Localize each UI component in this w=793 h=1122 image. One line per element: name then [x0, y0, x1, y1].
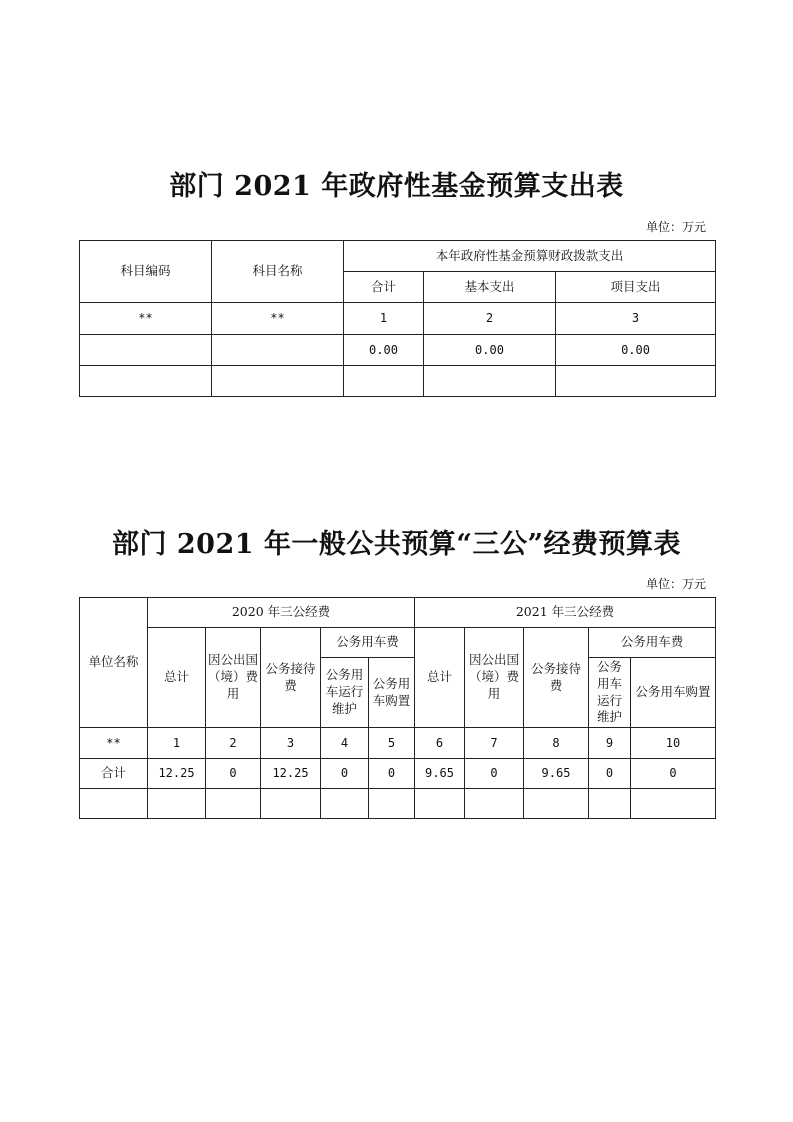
table-cell: 2: [206, 728, 261, 759]
table-cell: [465, 789, 524, 819]
table-cell: [148, 789, 206, 819]
header-2021-vehicle: 公务用车费: [589, 628, 716, 658]
table-cell: 0: [369, 759, 415, 789]
table-cell: 0: [321, 759, 369, 789]
table-cell: [415, 789, 465, 819]
table-row: [80, 789, 716, 819]
table-cell: [589, 789, 631, 819]
table-cell: 12.25: [148, 759, 206, 789]
table-cell: [80, 789, 148, 819]
table-cell: **: [80, 728, 148, 759]
header-2021-reception: 公务接待费: [524, 628, 589, 728]
table-cell: [261, 789, 321, 819]
header-unit-name: 单位名称: [80, 598, 148, 728]
header-2020-total: 总计: [148, 628, 206, 728]
table-cell: [344, 366, 424, 397]
table-cell: 1: [148, 728, 206, 759]
table-cell: [369, 789, 415, 819]
table-cell: **: [212, 303, 344, 335]
table-cell: 9.65: [415, 759, 465, 789]
table1-title: 部门 2021 年政府性基金预算支出表: [169, 171, 624, 202]
header-2020-group: 2020 年三公经费: [148, 598, 415, 628]
table-row: [80, 366, 716, 397]
table-cell: [424, 366, 556, 397]
table-cell: [212, 335, 344, 366]
table-cell: 5: [369, 728, 415, 759]
table-cell: [212, 366, 344, 397]
table-cell: **: [80, 303, 212, 335]
header-2021-group: 2021 年三公经费: [415, 598, 716, 628]
table-cell: 0: [465, 759, 524, 789]
table-cell: 0.00: [344, 335, 424, 366]
table-cell: [80, 366, 212, 397]
table-cell: 9.65: [524, 759, 589, 789]
table-cell: 0: [589, 759, 631, 789]
three-public-expenses-table: [79, 597, 716, 819]
header-2020-abroad: 因公出国（境）费用: [206, 628, 261, 728]
header-project-expenditure: 项目支出: [556, 272, 716, 303]
table-cell: 10: [631, 728, 716, 759]
header-2020-vehicle-purchase: 公务用车购置: [369, 658, 415, 728]
table-cell: 0: [206, 759, 261, 789]
table-cell: 1: [344, 303, 424, 335]
header-2021-total: 总计: [415, 628, 465, 728]
header-2020-vehicle: 公务用车费: [321, 628, 415, 658]
table-cell: 4: [321, 728, 369, 759]
header-2021-vehicle-operation: 公务用车运行维护: [589, 658, 631, 728]
table-row: [80, 759, 716, 789]
table-cell: 8: [524, 728, 589, 759]
header-2020-vehicle-operation: 公务用车运行维护: [321, 658, 369, 728]
table-cell: 6: [415, 728, 465, 759]
header-subject-name: 科目名称: [212, 241, 344, 303]
table-cell: [556, 366, 716, 397]
table-cell: [631, 789, 716, 819]
header-2021-vehicle-purchase: 公务用车购置: [631, 658, 716, 728]
header-2021-abroad: 因公出国（境）费用: [465, 628, 524, 728]
table-cell: 2: [424, 303, 556, 335]
table-cell: [524, 789, 589, 819]
header-basic-expenditure: 基本支出: [424, 272, 556, 303]
table2-unit: 单位：万元: [645, 577, 706, 591]
table-cell: 3: [556, 303, 716, 335]
table-cell: 合计: [80, 759, 148, 789]
table-cell: 12.25: [261, 759, 321, 789]
table-cell: 0.00: [556, 335, 716, 366]
table-cell: [80, 335, 212, 366]
table2-title: 部门 2021 年一般公共预算“三公”经费预算表: [111, 529, 681, 560]
table-cell: [206, 789, 261, 819]
header-subject-code: 科目编码: [80, 241, 212, 303]
table-cell: 0: [631, 759, 716, 789]
table-row: [80, 303, 716, 335]
table-row: [80, 728, 716, 759]
header-total: 合计: [344, 272, 424, 303]
table-cell: 3: [261, 728, 321, 759]
table-row: [80, 335, 716, 366]
table-cell: [321, 789, 369, 819]
table1-unit: 单位：万元: [645, 220, 706, 234]
table-cell: 9: [589, 728, 631, 759]
table-cell: 7: [465, 728, 524, 759]
government-fund-expenditure-table: [79, 240, 716, 397]
table-cell: 0.00: [424, 335, 556, 366]
header-2020-reception: 公务接待费: [261, 628, 321, 728]
header-fund-expenditure-group: 本年政府性基金预算财政拨款支出: [344, 241, 716, 272]
